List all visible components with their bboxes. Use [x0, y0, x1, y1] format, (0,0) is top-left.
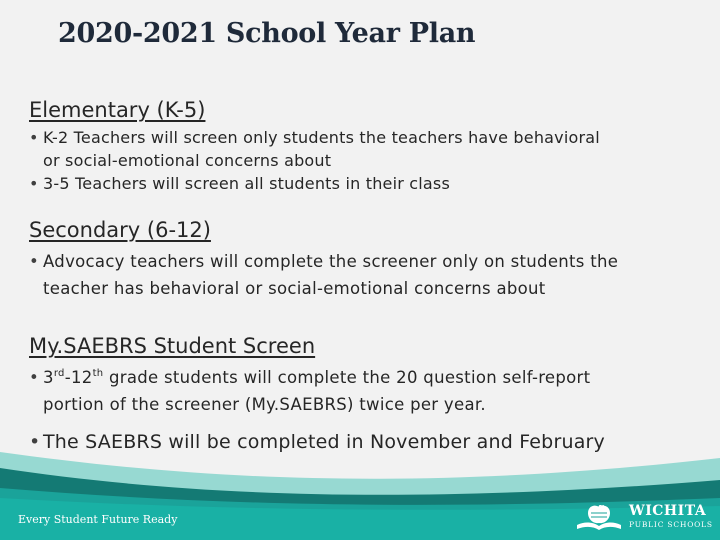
logo-wordmark: WICHITA — [629, 503, 707, 519]
section-heading-elementary: Elementary (K-5) — [29, 98, 206, 122]
list-item — [29, 126, 709, 172]
bullet-text: Advocacy teachers will complete the screener only on students the — [43, 252, 619, 271]
section-heading-secondary: Secondary (6-12) — [29, 218, 211, 242]
ordinal-suffix-th: th — [92, 368, 104, 379]
grade-end: -12 — [64, 368, 93, 387]
bullet-text-continued: or social-emotional concerns about — [43, 151, 332, 170]
mysaebrs-bullets — [29, 364, 709, 418]
list-item — [29, 172, 709, 195]
list-item — [29, 364, 709, 418]
bullet-text-continued: teacher has behavioral or social-emotional concerns about — [43, 279, 546, 298]
bullet-text: The SAEBRS will be completed in November and February — [43, 431, 605, 453]
list-item — [29, 248, 709, 302]
district-logo — [575, 503, 715, 535]
apple-books-icon — [575, 505, 623, 531]
bullet-text: K-2 Teachers will screen only students the teachers have behavioral — [43, 128, 600, 147]
bullet-text: grade students will complete the 20 question self-report — [103, 368, 591, 387]
bullet-text: 3-5 Teachers will screen all students in their class — [43, 174, 451, 193]
elementary-bullets — [29, 126, 709, 195]
footer-tagline: Every Student Future Ready — [18, 513, 178, 526]
section-heading-mysaebrs: My.SAEBRS Student Screen — [29, 334, 316, 358]
slide-title: 2020-2021 School Year Plan — [58, 18, 476, 49]
bullet-text-continued: portion of the screener (My.SAEBRS) twice per year. — [43, 395, 486, 414]
logo-subtitle: PUBLIC SCHOOLS — [629, 520, 713, 529]
grade-start: 3 — [43, 368, 54, 387]
ordinal-suffix-rd: rd — [53, 368, 65, 379]
secondary-bullets — [29, 248, 709, 302]
